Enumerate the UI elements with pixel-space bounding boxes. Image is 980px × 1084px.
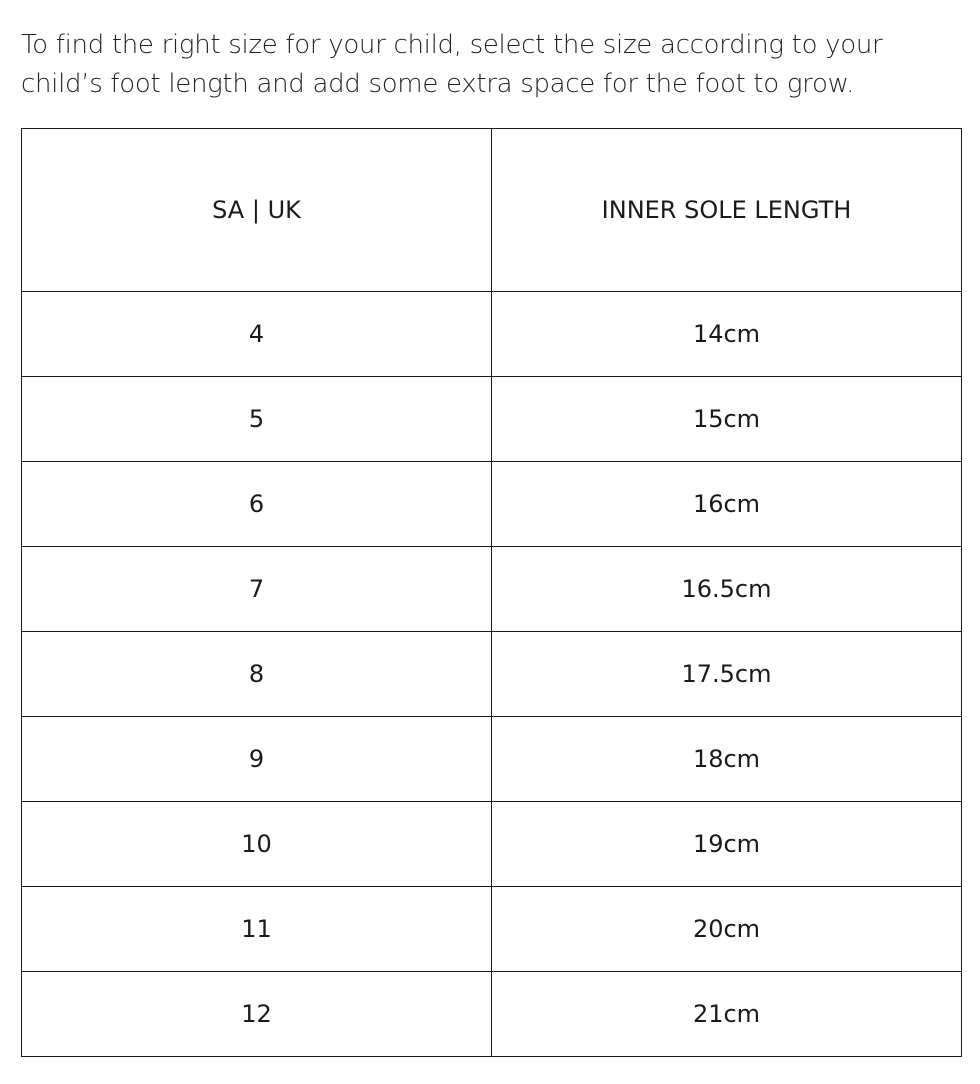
header-size: SA | UK — [22, 129, 492, 292]
length-cell: 18cm — [492, 717, 962, 802]
size-cell: 8 — [22, 632, 492, 717]
size-cell: 10 — [22, 802, 492, 887]
size-chart-table — [21, 128, 962, 1057]
table-row — [22, 547, 962, 632]
size-cell: 4 — [22, 292, 492, 377]
table-row — [22, 717, 962, 802]
size-cell: 12 — [22, 972, 492, 1057]
header-inner-sole-length: INNER SOLE LENGTH — [492, 129, 962, 292]
size-cell: 5 — [22, 377, 492, 462]
table-row — [22, 377, 962, 462]
size-cell: 7 — [22, 547, 492, 632]
length-cell: 15cm — [492, 377, 962, 462]
table-row — [22, 632, 962, 717]
intro-text — [21, 26, 961, 104]
length-cell: 19cm — [492, 802, 962, 887]
table-row — [22, 292, 962, 377]
length-cell: 17.5cm — [492, 632, 962, 717]
table-header-row — [22, 129, 962, 292]
size-cell: 9 — [22, 717, 492, 802]
length-cell: 16cm — [492, 462, 962, 547]
intro-line-2: child’s foot length and add some extra space for the foot to grow. — [21, 69, 855, 99]
table-row — [22, 887, 962, 972]
table-row — [22, 462, 962, 547]
table-row — [22, 802, 962, 887]
size-cell: 11 — [22, 887, 492, 972]
length-cell: 16.5cm — [492, 547, 962, 632]
length-cell: 14cm — [492, 292, 962, 377]
size-cell: 6 — [22, 462, 492, 547]
length-cell: 21cm — [492, 972, 962, 1057]
table-row — [22, 972, 962, 1057]
length-cell: 20cm — [492, 887, 962, 972]
intro-line-1: To find the right size for your child, select the size according to your — [21, 30, 883, 60]
